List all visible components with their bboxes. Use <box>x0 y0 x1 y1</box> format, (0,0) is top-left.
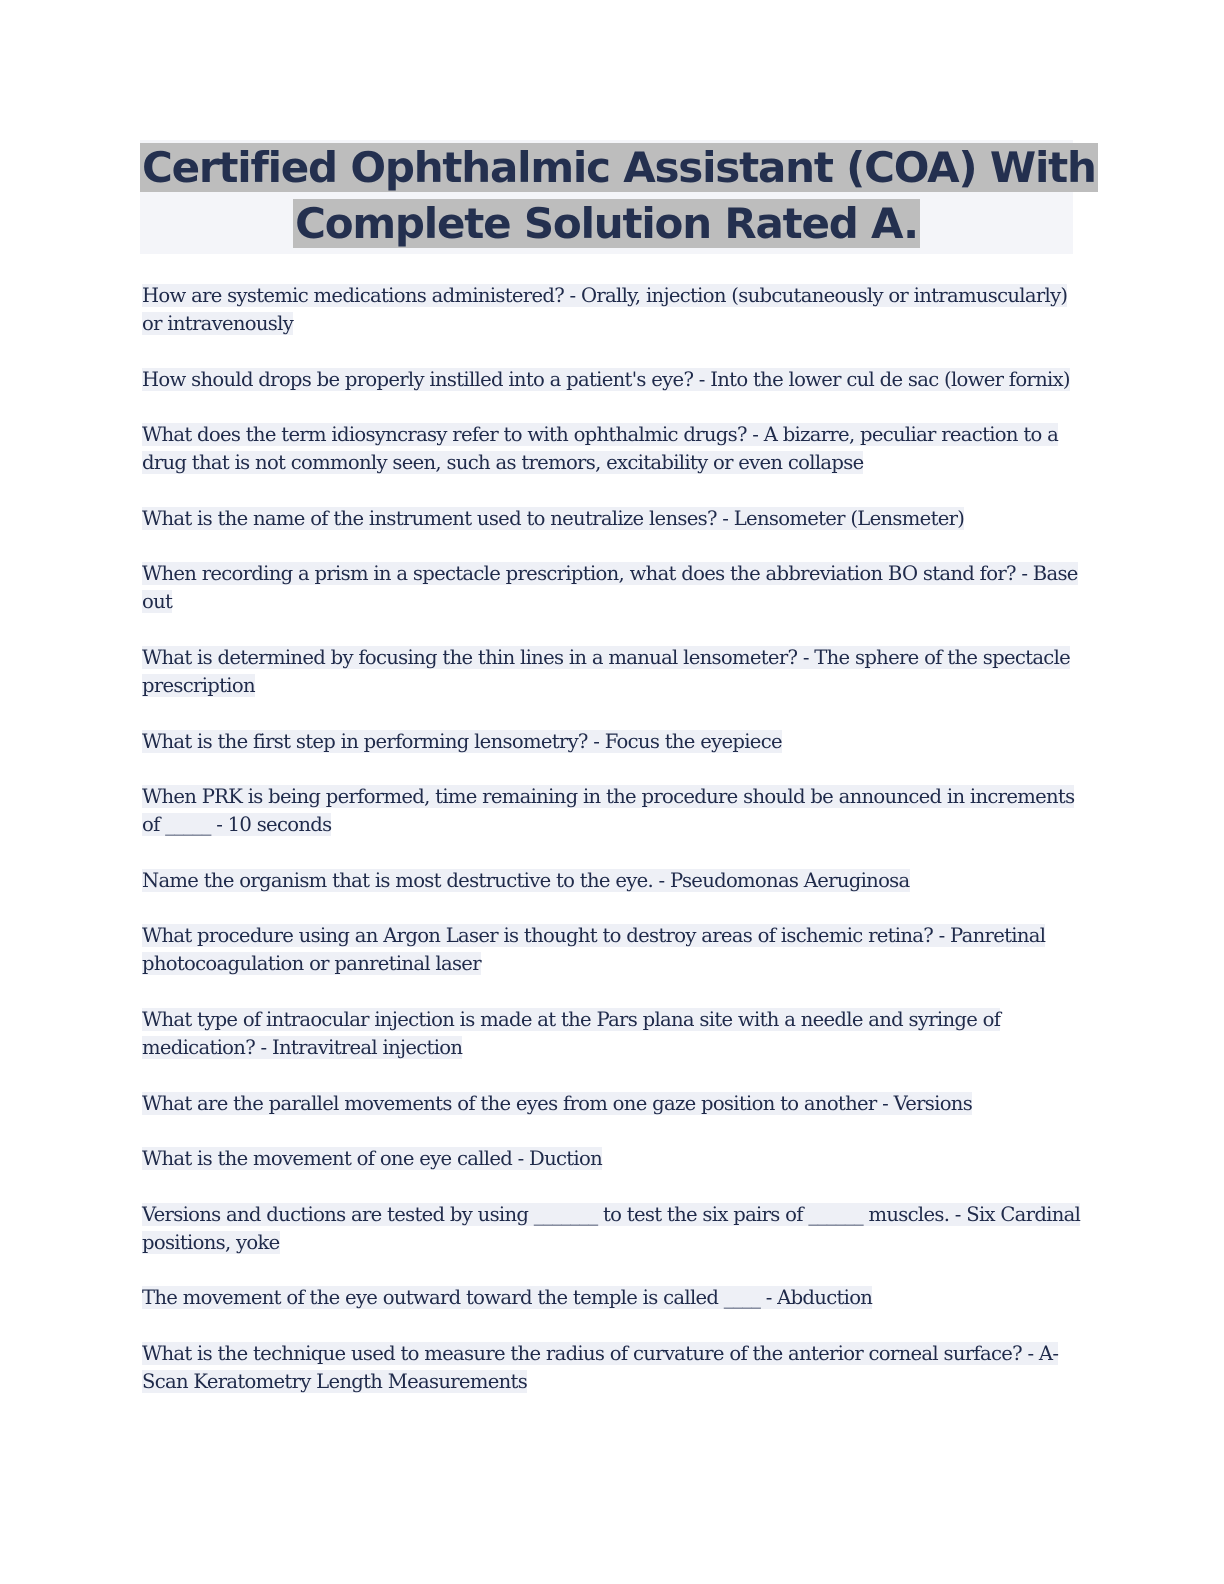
title-line-1: Certified Ophthalmic Assistant (COA) With <box>142 143 1096 192</box>
qa-item: What are the parallel movements of the eyes from one gaze position to another - Versions <box>142 1091 973 1115</box>
qa-item: How are systemic medications administered? - Orally, injection (subcutaneously or intramuscularly) or intravenously <box>142 284 1068 335</box>
document-title <box>140 140 1096 254</box>
qa-item: What is the technique used to measure the radius of curvature of the anterior corneal surface? - A-Scan Keratometry Length Measurements <box>142 1341 1059 1393</box>
qa-item: What is the movement of one eye called - Duction <box>142 1147 603 1171</box>
qa-item: What is the first step in performing lensometry? - Focus the eyepiece <box>142 729 782 753</box>
qa-item: What does the term idiosyncrasy refer to with ophthalmic drugs? - A bizarre, peculiar reaction to a drug that is not commonly seen, such as tremors, excitability or even collapse <box>142 423 1059 475</box>
qa-item: What is determined by focusing the thin lines in a manual lensometer? - The sphere of the spectacle prescription <box>142 645 1071 697</box>
title-line-2: Complete Solution Rated A. <box>295 199 918 248</box>
qa-list <box>142 282 1082 1424</box>
qa-item: Name the organism that is most destructive to the eye. - Pseudomonas Aeruginosa <box>142 868 910 892</box>
qa-item: Versions and ductions are tested by using _______ to test the six pairs of ______ muscles. - Six Cardinal positions, yoke <box>142 1202 1081 1254</box>
qa-item: How should drops be properly instilled into a patient's eye? - Into the lower cul de sac (lower fornix) <box>142 367 1070 391</box>
qa-item: What procedure using an Argon Laser is thought to destroy areas of ischemic retina? - Panretinal photocoagulation or panretinal laser <box>142 924 1046 976</box>
qa-item: When recording a prism in a spectacle prescription, what does the abbreviation BO stand for? - Base out <box>142 562 1078 614</box>
qa-item: What type of intraocular injection is made at the Pars plana site with a needle and syringe of medication? - Intravitreal injection <box>142 1007 1001 1059</box>
qa-item: What is the name of the instrument used to neutralize lenses? - Lensometer (Lensmeter) <box>142 506 965 530</box>
qa-item: When PRK is being performed, time remaining in the procedure should be announced in increments of _____ - 10 seconds <box>142 785 1075 837</box>
qa-item: The movement of the eye outward toward the temple is called ____ - Abduction <box>142 1286 873 1310</box>
